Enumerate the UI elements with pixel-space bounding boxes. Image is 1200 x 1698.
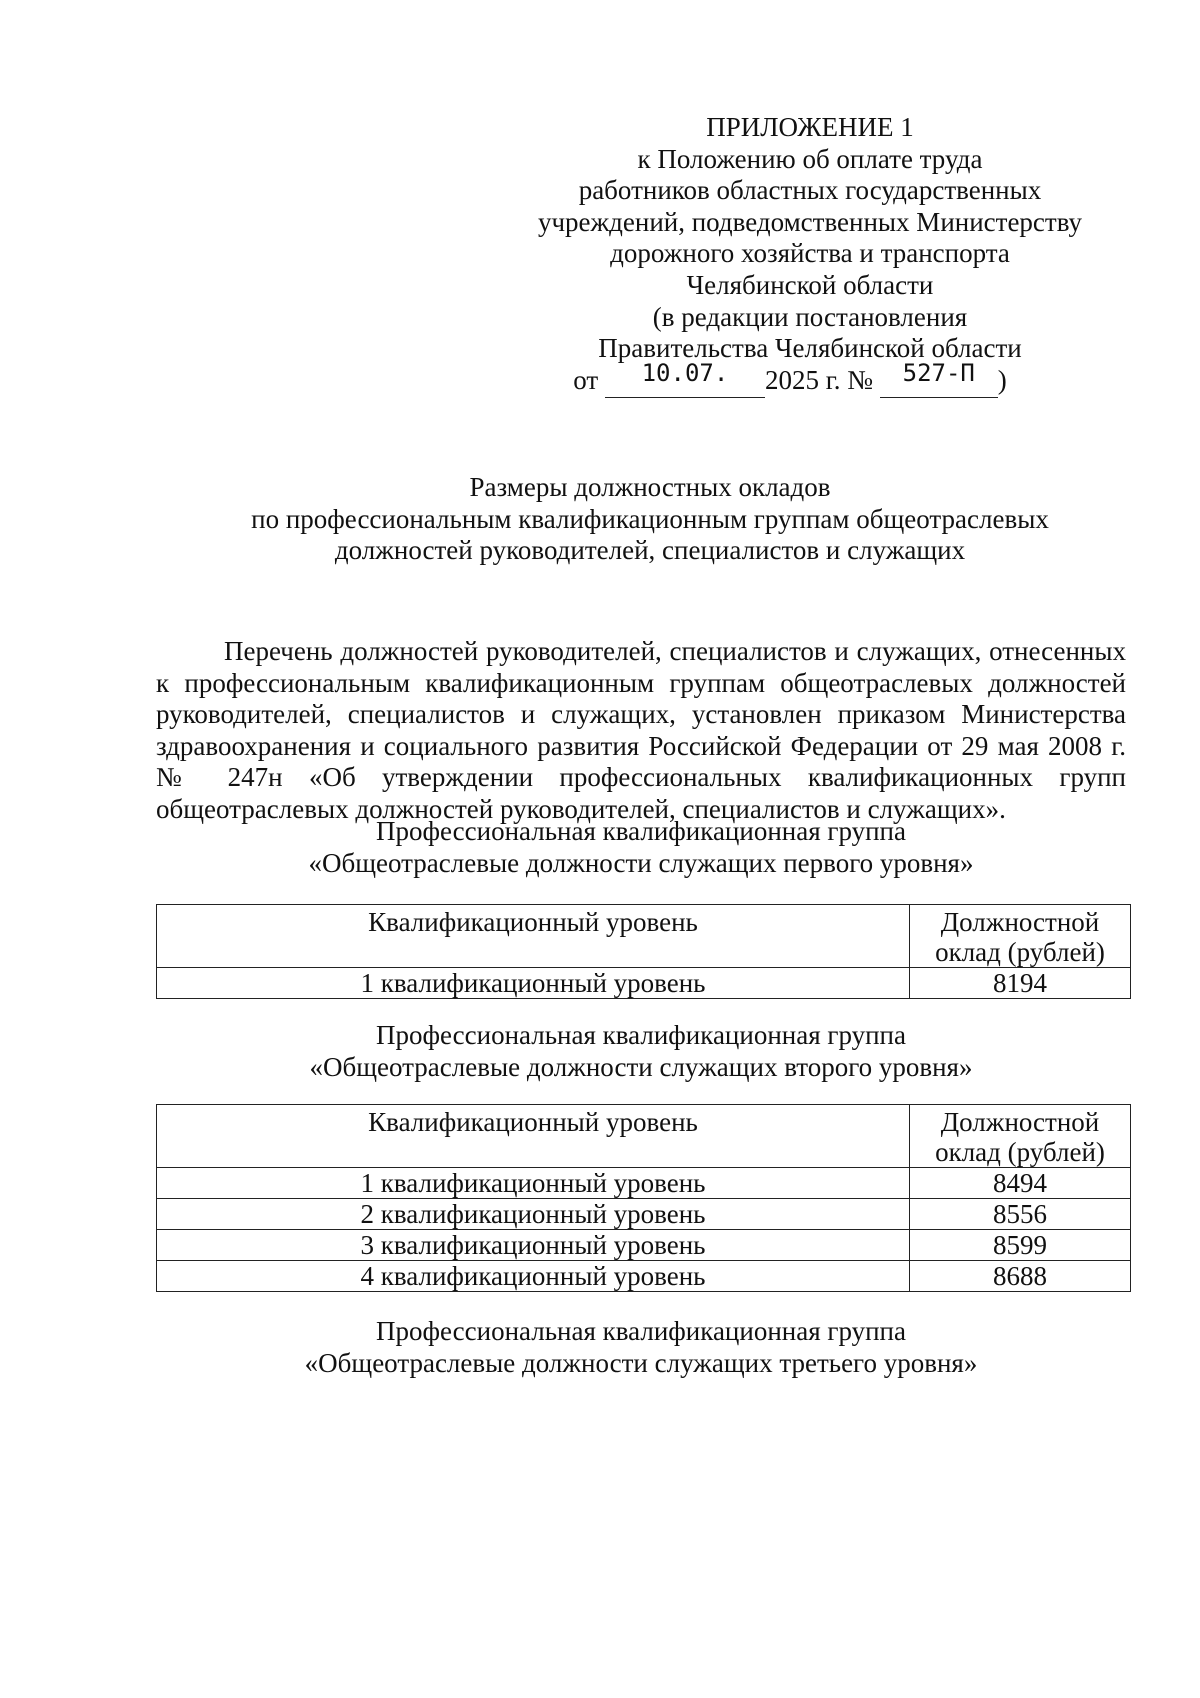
salary-cell: 8556 [910,1199,1131,1230]
column-header-salary-line: Должностной [940,907,1100,937]
salary-table-second-level [156,1104,1131,1292]
resolution-date-line [480,358,1100,399]
salary-cell: 8194 [910,968,1131,999]
appendix-line: учреждений, подведомственных Министерству [537,206,1083,237]
title-line: по профессиональным квалификационным группам общеотраслевых [251,503,1049,534]
table-row [157,1230,1131,1261]
group-heading-line: Профессиональная квалификационная группа [376,816,906,846]
table-row [157,968,1131,999]
level-cell: 1 квалификационный уровень [157,1168,910,1199]
salary-table-first-level [156,904,1131,999]
group-heading-line: Профессиональная квалификационная группа [376,1316,906,1346]
appendix-line: работников областных государственных [578,175,1042,206]
group-heading-line: Профессиональная квалификационная группа [376,1020,906,1050]
date-fill-blank [605,358,765,399]
title-line: Размеры должностных окладов [469,472,831,502]
appendix-title: ПРИЛОЖЕНИЕ 1 [706,112,914,142]
table-header-row [157,905,1131,968]
column-header-level: Квалификационный уровень [157,1105,910,1168]
document-title [150,472,1150,567]
date-prefix: от [573,364,599,395]
salary-cell: 8688 [910,1261,1131,1292]
appendix-line: (в редакции постановления [652,301,968,332]
group-heading-second-level [156,1020,1126,1083]
column-header-level: Квалификационный уровень [157,905,910,968]
year-number-label: 2025 г. № [764,364,873,395]
closing-paren: ) [997,364,1007,395]
number-fill-blank [880,358,998,399]
table-header-row [157,1105,1131,1168]
column-header-salary-line: оклад (рублей) [935,1137,1105,1167]
column-header-salary-line: оклад (рублей) [935,937,1105,967]
group-heading-line: «Общеотраслевые должности служащих второго уровня» [309,1051,973,1082]
level-cell: 3 квалификационный уровень [157,1230,910,1261]
table-row [157,1199,1131,1230]
resolution-date: 10.07. [641,358,729,387]
level-cell: 1 квалификационный уровень [157,968,910,999]
group-heading-line: «Общеотраслевые должности служащих первого уровня» [308,847,974,878]
title-line: должностей руководителей, специалистов и служащих [334,535,966,566]
appendix-line: Челябинской области [686,269,934,300]
column-header-salary-line: Должностной [940,1107,1100,1137]
appendix-line: к Положению об оплате труда [637,143,983,174]
level-cell: 2 квалификационный уровень [157,1199,910,1230]
body-paragraph: Перечень должностей руководителей, специалистов и служащих, отнесенных к профессиональным квалификационным группам общеотраслевых должностей руководителей, специалистов и служащих, установлен приказом Министерства здравоохранения и социального развития Российской Федерации от 29 мая 2008 г. № 247н «Об утверждении профессиональных квалификационных групп общеотраслевых должностей руководителей, специалистов и служащих». [156,636,1126,824]
table-row [157,1261,1131,1292]
column-header-salary [910,1105,1131,1168]
resolution-number: 527-П [902,358,975,387]
appendix-line: Правительства Челябинской области [598,333,1022,364]
appendix-header [520,112,1100,398]
column-header-salary [910,905,1131,968]
table-row [157,1168,1131,1199]
salary-cell: 8494 [910,1168,1131,1199]
salary-cell: 8599 [910,1230,1131,1261]
group-heading-line: «Общеотраслевые должности служащих третьего уровня» [304,1347,978,1378]
level-cell: 4 квалификационный уровень [157,1261,910,1292]
appendix-line: дорожного хозяйства и транспорта [610,238,1010,269]
group-heading-third-level [156,1316,1126,1379]
group-heading-first-level [156,816,1126,879]
